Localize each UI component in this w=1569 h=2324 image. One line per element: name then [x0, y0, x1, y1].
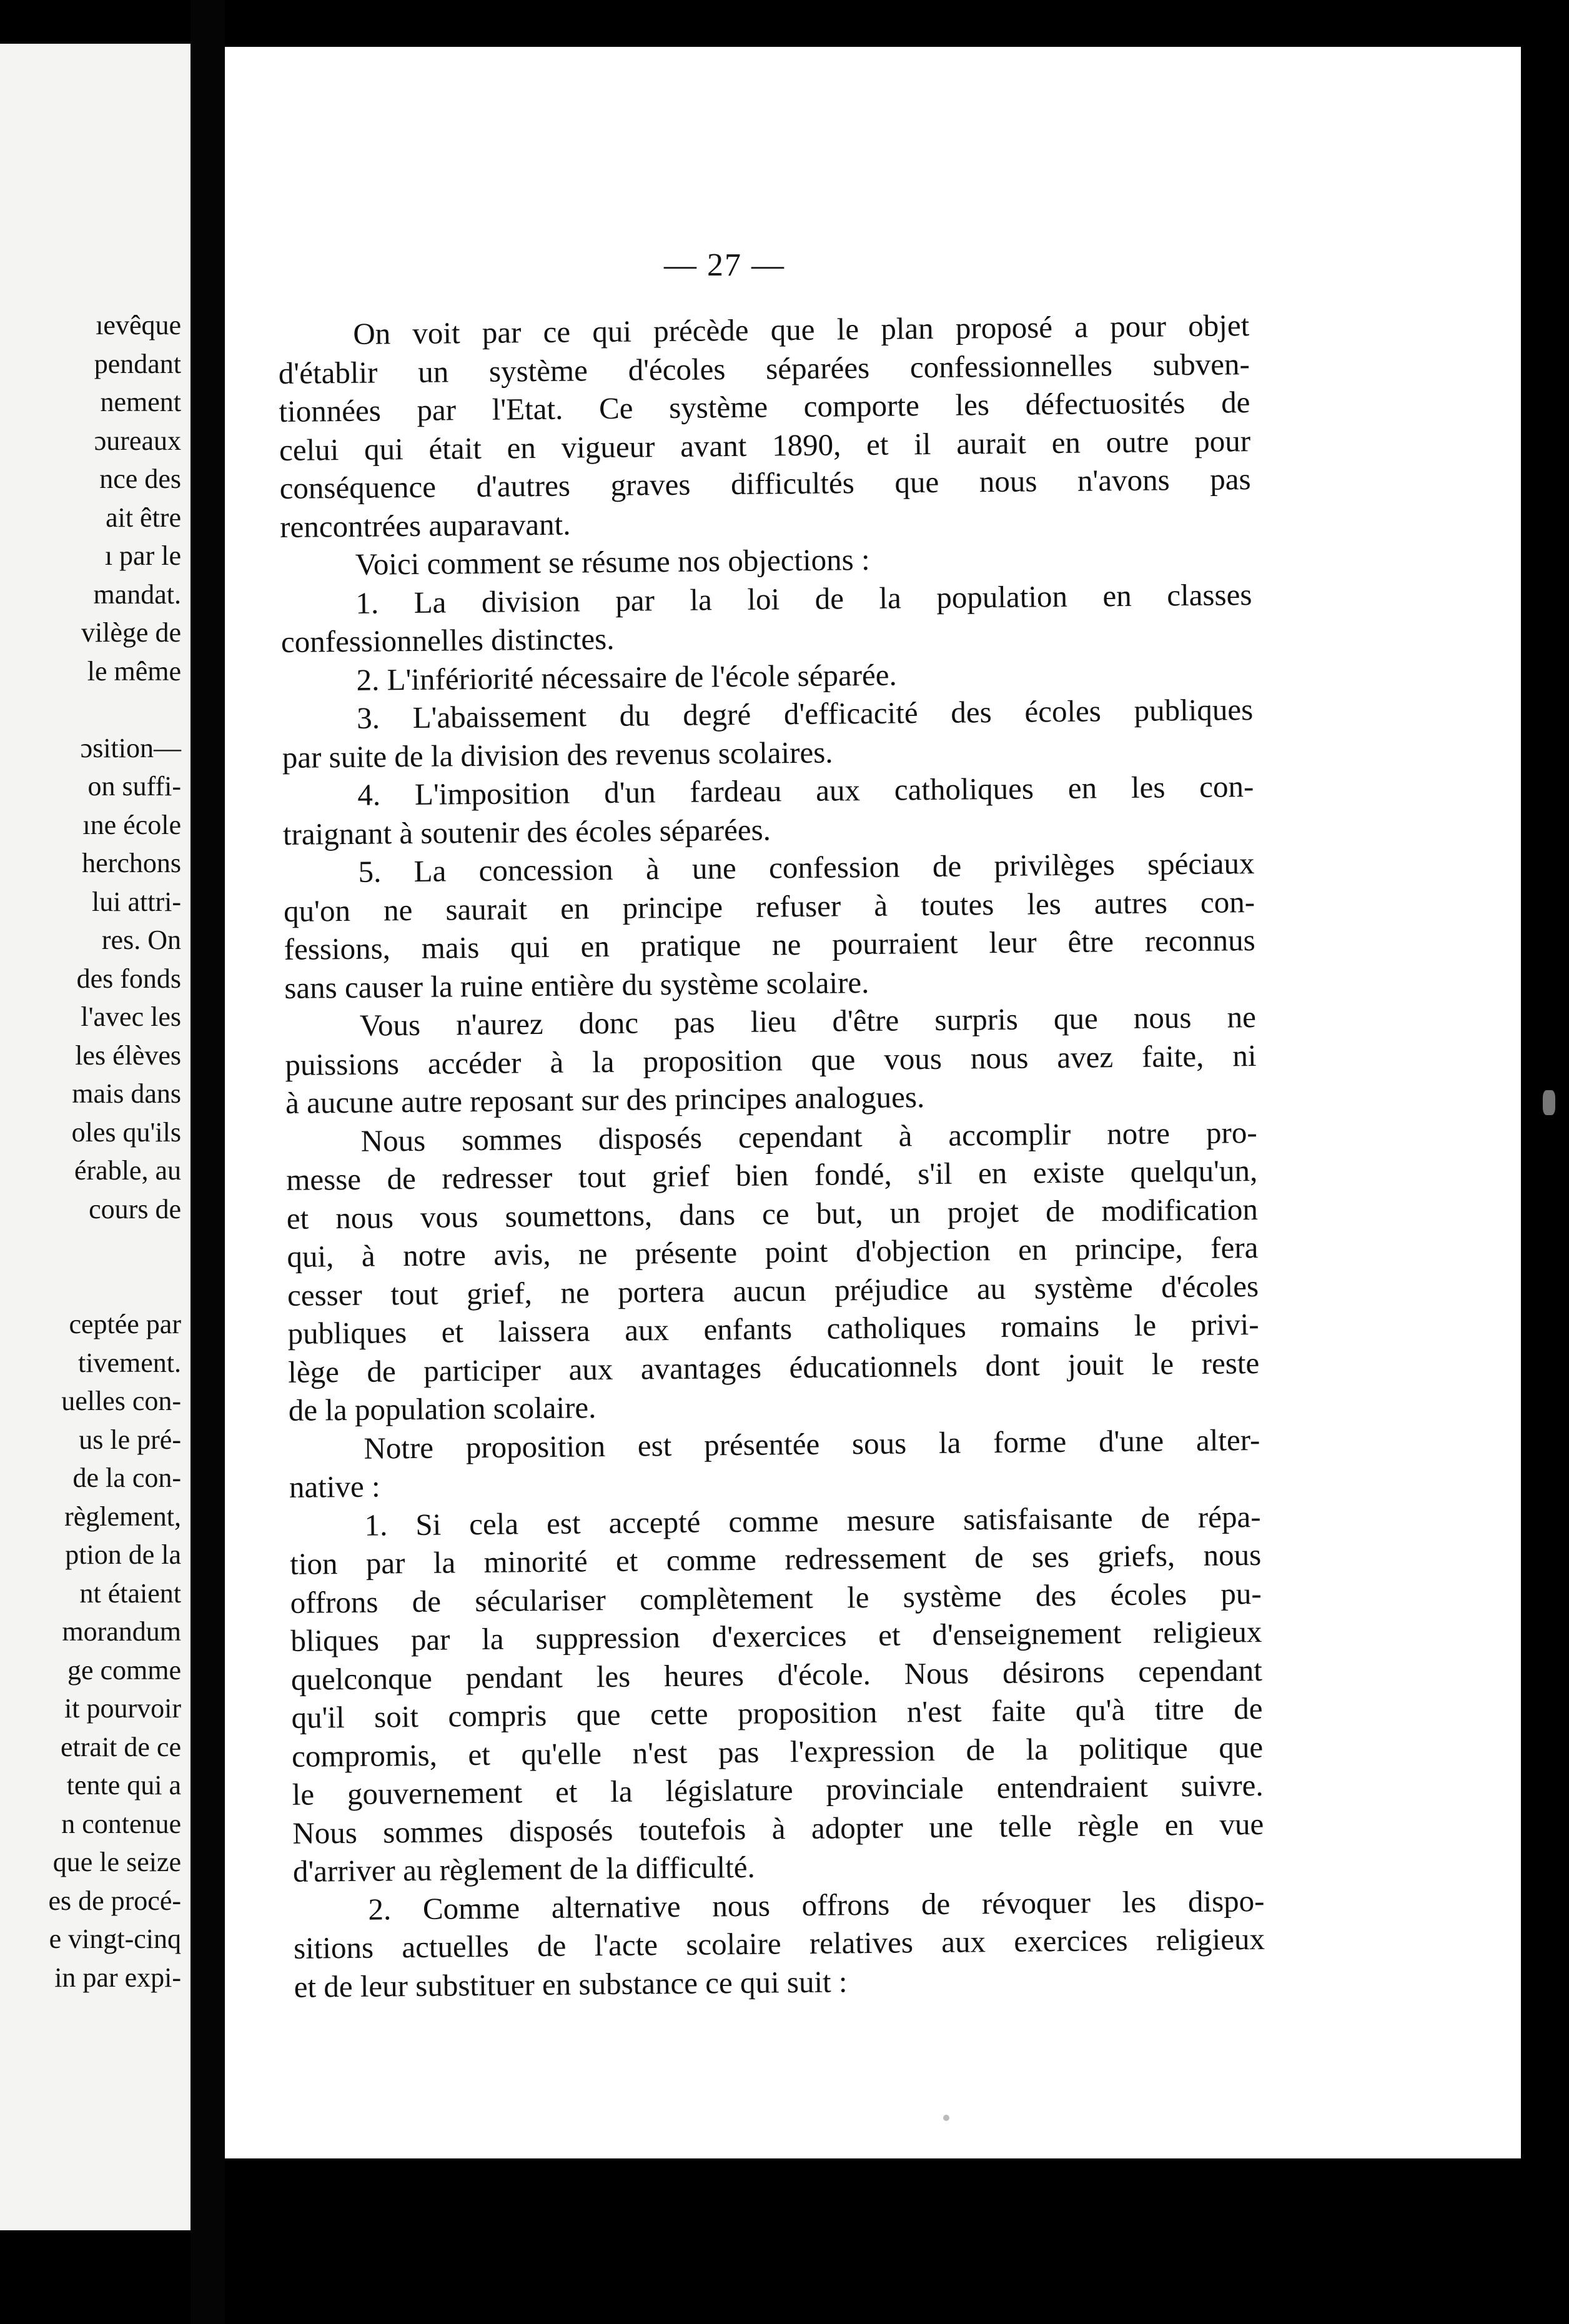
left-page-line: morandum [62, 1616, 181, 1647]
left-page-line: ait être [106, 502, 181, 533]
page-body-text [278, 306, 1265, 2006]
left-page-line: les élèves [75, 1040, 181, 1071]
left-page-line: ıevêque [96, 310, 181, 340]
body-line: 5. La concession à une confession de privilèges spéciaux [358, 846, 1255, 889]
body-line: quelconque pendant les heures d'école. Nous désirons cependant [290, 1652, 1263, 1697]
left-page-line: es de procé- [48, 1885, 181, 1916]
body-line: On voit par ce qui précède que le plan proposé a pour objet [353, 308, 1250, 351]
body-line: 1. Si cela est accepté comme mesure satisfaisante de répa- [364, 1499, 1261, 1542]
left-page-line: on suffi- [87, 771, 181, 802]
body-line: de la population scolaire. [288, 1390, 596, 1428]
body-line: qui, à notre avis, ne présente point d'objection en principe, fera [287, 1230, 1259, 1274]
left-page-line: ption de la [65, 1539, 181, 1570]
left-page-line: in par expi- [54, 1962, 181, 1993]
bottom-scan-border [225, 2158, 1521, 2324]
left-page-line: mais dans [72, 1078, 181, 1109]
body-line: par suite de la division des revenus scolaires. [282, 735, 833, 775]
left-page-line: oles qu'ils [71, 1116, 181, 1148]
left-page-text [0, 306, 181, 1997]
left-page-line: pendant [94, 348, 181, 379]
body-line: Notre proposition est présentée sous la forme d'une alter- [364, 1422, 1260, 1466]
left-page-line: vilège de [81, 617, 181, 648]
page-number: — 27 — [664, 247, 785, 283]
left-page-line: des fonds [76, 963, 181, 994]
body-line: compromis, et qu'elle n'est pas l'expression de la politique que [291, 1729, 1264, 1774]
left-page-line: mandat. [93, 579, 181, 610]
body-line: et de leur substituer en substance ce qui suit : [294, 1964, 848, 2004]
left-page-line [0, 1267, 181, 1306]
left-facing-page [0, 44, 191, 2230]
left-page-line: us le pré- [79, 1424, 181, 1455]
body-line: offrons de séculariser complètement le système des écoles pu- [290, 1576, 1262, 1620]
body-line: Nous sommes disposés cependant à accomplir notre pro- [360, 1115, 1257, 1158]
body-line: sans causer la ruine entière du système scolaire. [284, 965, 869, 1005]
left-page-line: lui attri- [92, 886, 181, 917]
left-page-line: nce des [99, 464, 181, 494]
body-line: qu'il soit compris que cette proposition n'est faite qu'à titre de [291, 1691, 1263, 1735]
body-line: et nous vous soumettons, dans ce but, un projet de modification [286, 1191, 1259, 1236]
body-line: d'établir un système d'écoles séparées confessionnelles subven- [278, 346, 1250, 390]
left-page-line: ɔureaux [94, 425, 181, 456]
left-page-line: tente qui a [66, 1770, 181, 1800]
left-page-line: nement [100, 387, 181, 417]
left-page-line: que le seize [52, 1847, 181, 1877]
left-page-line: res. On [101, 925, 181, 955]
left-page-line: ı par le [104, 540, 181, 571]
body-line: 2. L'infériorité nécessaire de l'école séparée. [356, 657, 897, 697]
left-page-line: it pourvoir [64, 1693, 181, 1724]
body-line: Nous sommes disposés toutefois à adopter une telle règle en vue [292, 1806, 1264, 1850]
body-line: à aucune autre reposant sur des principes analogues. [285, 1080, 925, 1120]
left-page-line [0, 1228, 181, 1267]
body-line: native : [289, 1469, 380, 1504]
body-line: confessionnelles distinctes. [280, 621, 615, 659]
left-page-line: herchons [82, 848, 181, 878]
body-line: publiques et laissera aux enfants catholiques romains le privi- [287, 1306, 1259, 1351]
left-page-line: n contenue [61, 1808, 181, 1839]
left-page-line: l'avec les [81, 1001, 181, 1032]
body-line: messe de redresser tout grief bien fondé, s'il en existe quelqu'un, [286, 1153, 1258, 1197]
left-page-line: tivement. [78, 1347, 181, 1378]
left-page-line: uelles con- [61, 1386, 181, 1416]
book-gutter [191, 0, 225, 2324]
right-margin-strip [1521, 0, 1569, 2324]
body-line: celui qui était en vigueur avant 1890, et il aurait en outre pour [279, 423, 1251, 467]
left-page-line: le même [87, 655, 181, 687]
body-line: traignant à soutenir des écoles séparées. [282, 812, 771, 852]
body-line: tion par la minorité et comme redressement de ses griefs, nous [289, 1537, 1262, 1581]
left-page-line: de la con- [72, 1462, 181, 1493]
left-page-line: nt étaient [79, 1577, 181, 1609]
body-line: puissions accéder à la proposition que vous nous avez faite, ni [285, 1038, 1257, 1082]
left-page-line: etrait de ce [61, 1731, 181, 1762]
body-line: 1. La division par la loi de la population en classes [355, 577, 1252, 620]
left-page-line: règlement, [64, 1501, 181, 1532]
body-line: sitions actuelles de l'acte scolaire relatives aux exercices religieux [293, 1921, 1265, 1965]
body-line: fessions, mais qui en pratique ne pourraient leur être reconnus [284, 923, 1255, 966]
scan-speck [943, 2115, 949, 2121]
body-line: Vous n'aurez donc pas lieu d'être surpris que nous ne [359, 1000, 1257, 1043]
body-line: 4. L'imposition d'un fardeau aux catholiques en les con- [357, 769, 1254, 812]
body-line: lège de participer aux avantages éducationnels dont jouit le reste [287, 1345, 1260, 1389]
left-page-line: ıne école [82, 809, 181, 840]
body-line: bliques par la suppression d'exercices et d'enseignement religieux [290, 1614, 1262, 1658]
body-line: rencontrées auparavant. [279, 507, 571, 544]
left-page-line: ge comme [67, 1654, 181, 1686]
body-line: 3. L'abaissement du degré d'efficacité des écoles publiques [356, 692, 1254, 735]
scan-speck [1543, 1090, 1555, 1115]
left-page-line: ceptée par [69, 1309, 181, 1339]
left-page-line [0, 690, 181, 729]
body-line: d'arriver au règlement de la difficulté. [292, 1849, 755, 1889]
body-line: tionnées par l'Etat. Ce système comporte les défectuosités de [279, 385, 1250, 429]
left-page-line: érable, au [74, 1155, 181, 1186]
body-line: cesser tout grief, ne portera aucun préjudice au système d'écoles [287, 1268, 1259, 1313]
left-page-line: e vingt-cinq [49, 1924, 181, 1954]
body-line: Voici comment se résume nos objections : [355, 542, 870, 582]
body-line: conséquence d'autres graves difficultés que nous n'avons pas [279, 462, 1251, 505]
left-page-line: ɔsition— [80, 732, 181, 763]
body-line: le gouvernement et la législature provinciale entendraient suivre. [292, 1767, 1264, 1812]
body-line: 2. Comme alternative nous offrons de révoquer les dispo- [368, 1883, 1265, 1927]
left-page-line: cours de [89, 1193, 181, 1224]
body-line: qu'on ne saurait en principe refuser à toutes les autres con- [283, 884, 1255, 928]
